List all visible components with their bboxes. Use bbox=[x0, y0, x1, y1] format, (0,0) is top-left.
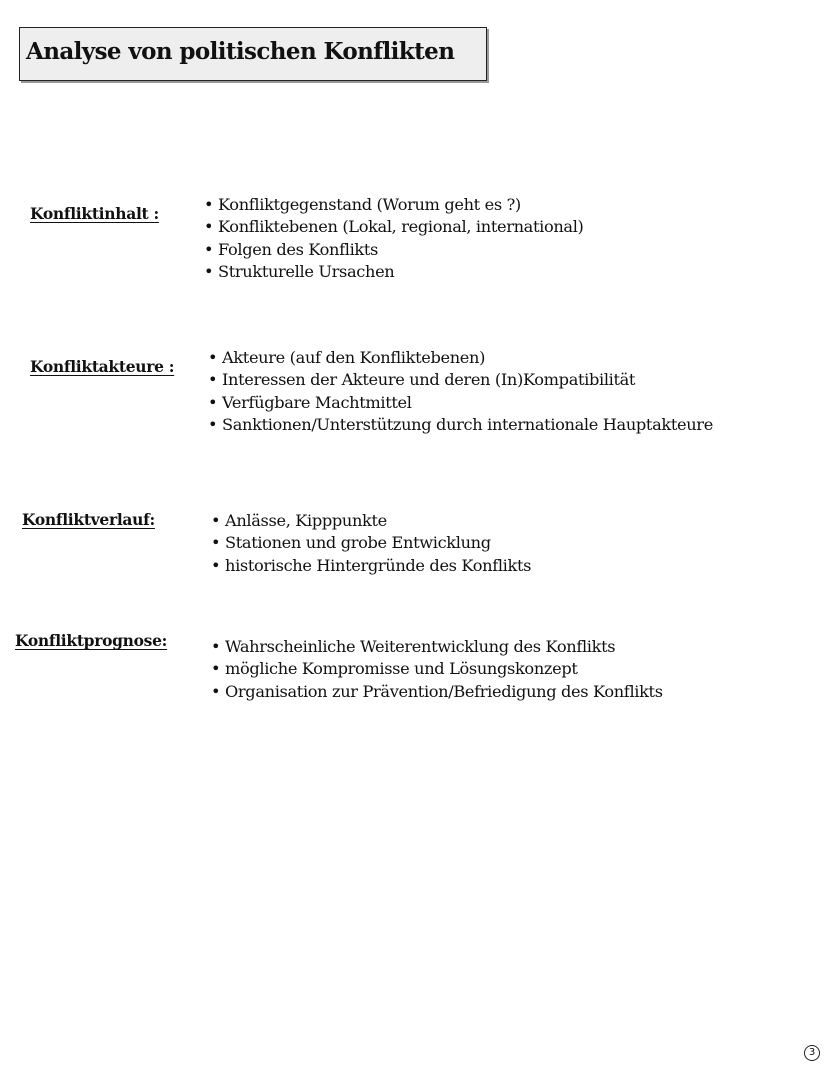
list-item: • Konfliktebenen (Lokal, regional, international) bbox=[204, 216, 584, 238]
list-item: • Interessen der Akteure und deren (In)Kompatibilität bbox=[208, 369, 713, 391]
title-box bbox=[19, 27, 487, 81]
section-heading: Konfliktverlauf: bbox=[22, 510, 155, 529]
list-item: • mögliche Kompromisse und Lösungskonzept bbox=[211, 658, 663, 680]
list-item: • Strukturelle Ursachen bbox=[204, 261, 584, 283]
item-list bbox=[208, 347, 713, 436]
section-heading: Konfliktakteure : bbox=[30, 357, 175, 376]
list-item: • Stationen und grobe Entwicklung bbox=[211, 532, 531, 554]
list-item: • Anlässe, Kipppunkte bbox=[211, 510, 531, 532]
list-item: • Folgen des Konflikts bbox=[204, 239, 584, 261]
item-list bbox=[211, 510, 531, 577]
section-heading: Konfliktprognose: bbox=[15, 631, 168, 650]
section-heading: Konfliktinhalt : bbox=[30, 204, 159, 223]
list-item: • Wahrscheinliche Weiterentwicklung des Konflikts bbox=[211, 636, 663, 658]
list-item: • Konfliktgegenstand (Worum geht es ?) bbox=[204, 194, 584, 216]
list-item: • Sanktionen/Unterstützung durch internationale Hauptakteure bbox=[208, 414, 713, 436]
list-item: • Akteure (auf den Konfliktebenen) bbox=[208, 347, 713, 369]
item-list bbox=[204, 194, 584, 283]
item-list bbox=[211, 636, 663, 703]
page-number: 3 bbox=[804, 1045, 820, 1061]
list-item: • Verfügbare Machtmittel bbox=[208, 392, 713, 414]
page-title: Analyse von politischen Konflikten bbox=[26, 38, 455, 65]
list-item: • historische Hintergründe des Konflikts bbox=[211, 555, 531, 577]
list-item: • Organisation zur Prävention/Befriedigung des Konflikts bbox=[211, 681, 663, 703]
